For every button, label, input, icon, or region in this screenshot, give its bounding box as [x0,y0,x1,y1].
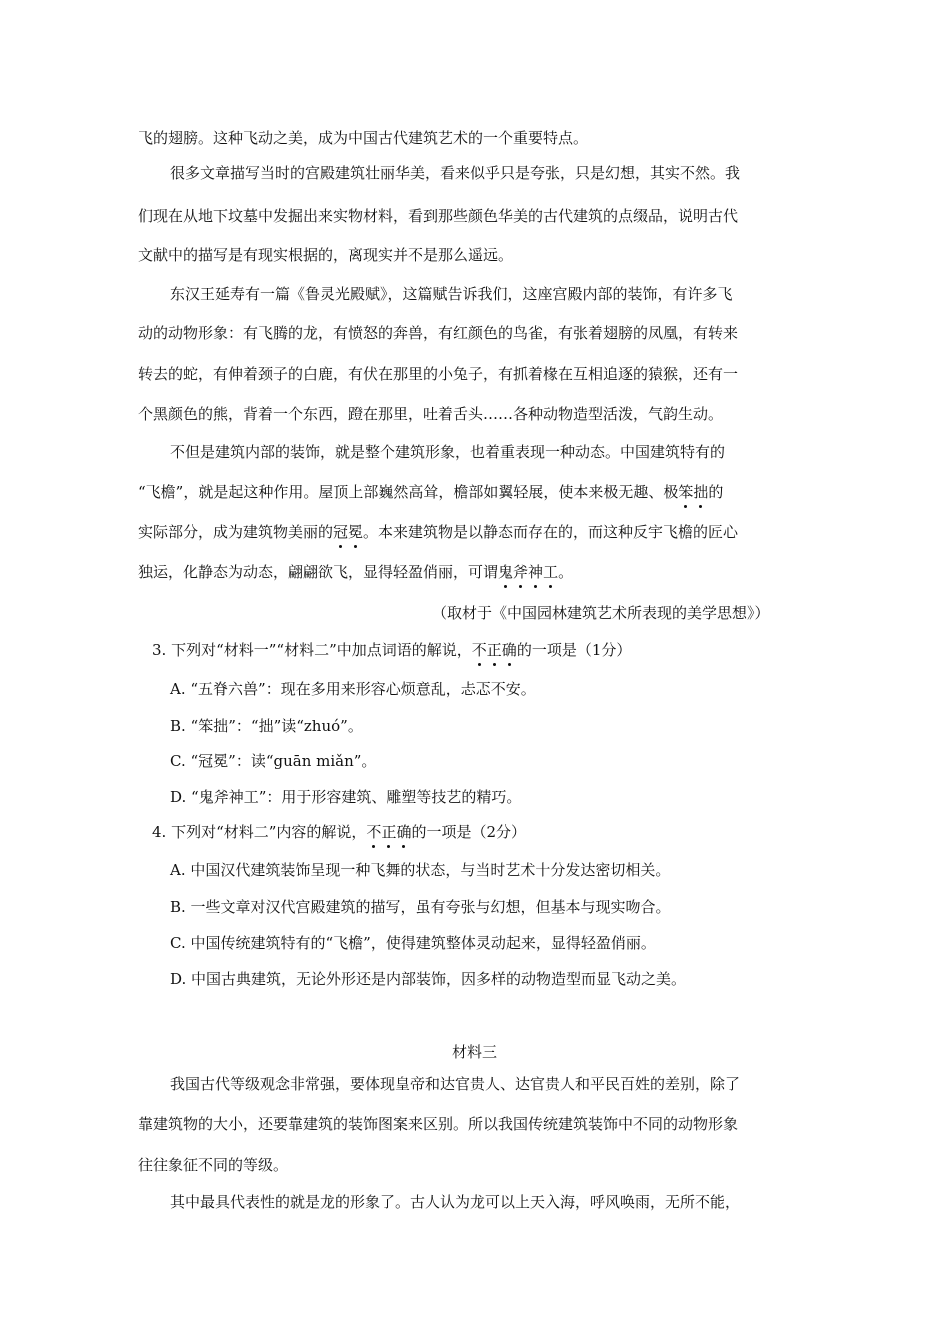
emphasis-char: 正 [381,823,397,841]
question-3-option-c: C. “冠冕”：读“guān miǎn”。 [170,752,377,770]
paragraph-line-with-emphasis: 独运，化静态为动态，翩翩欲飞，显得轻盈俏丽，可谓鬼斧神工。 [138,563,574,581]
emphasis-char: 笨 [678,483,694,501]
paragraph-line: 动的动物形象：有飞腾的龙，有愤怒的奔兽，有红颜色的鸟雀，有张着翅膀的凤凰，有转来 [138,324,739,342]
paragraph-line: 飞的翅膀。这种飞动之美，成为中国古代建筑艺术的一个重要特点。 [138,129,589,147]
emphasis-char: 正 [486,641,502,659]
emphasis-char: 斧 [513,563,529,581]
emphasis-char: 不 [366,823,382,841]
emphasis-char: 神 [528,563,544,581]
paragraph-line-with-emphasis: 实际部分，成为建筑物美丽的冠冕。本来建筑物是以静态而存在的，而这种反宇飞檐的匠心 [138,523,739,541]
paragraph-line: 其中最具代表性的就是龙的形象了。古人认为龙可以上天入海，呼风唤雨，无所不能， [170,1193,741,1211]
question-4-option-c: C. 中国传统建筑特有的“飞檐”，使得建筑整体灵动起来，显得轻盈俏丽。 [170,934,656,952]
question-3-option-d: D. “鬼斧神工”：用于形容建筑、雕塑等技艺的精巧。 [170,788,522,806]
question-3-option-a: A. “五脊六兽”：现在多用来形容心烦意乱，忐忑不安。 [170,680,536,698]
paragraph-line: 转去的蛇，有伸着颈子的白鹿，有伏在那里的小兔子，有抓着椽在互相追逐的猿猴，还有一 [138,365,739,383]
section-heading: 材料三 [452,1043,498,1061]
emphasis-char: 确 [501,641,517,659]
source-citation: （取材于《中国园林建筑艺术所表现的美学思想》） [432,604,770,622]
emphasis-char: 不 [471,641,487,659]
emphasis-char: 冠 [333,523,349,541]
paragraph-line: 们现在从地下坟墓中发掘出来实物材料，看到那些颜色华美的古代建筑的点缀品，说明古代 [138,207,739,225]
paragraph-line: 靠建筑物的大小，还要靠建筑的装饰图案来区别。所以我国传统建筑装饰中不同的动物形象 [138,1115,739,1133]
question-3-option-b: B. “笨拙”：“拙”读“zhuó”。 [170,717,363,735]
paragraph-line: 我国古代等级观念非常强，要体现皇帝和达官贵人、达官贵人和平民百姓的差别，除了 [170,1075,741,1093]
emphasis-char: 确 [396,823,412,841]
paragraph-line: 往往象征不同的等级。 [138,1156,289,1174]
paragraph-line: 文献中的描写是有现实根据的，离现实并不是那么遥远。 [138,246,514,264]
question-3-stem: 3. 下列对“材料一”“材料二”中加点词语的解说，不正确的一项是（1分） [152,641,632,659]
paragraph-line: 个黑颜色的熊，背着一个东西，蹬在那里，吐着舌头……各种动物造型活泼，气韵生动。 [138,405,724,423]
question-4-option-b: B. 一些文章对汉代宫殿建筑的描写，虽有夸张与幻想，但基本与现实吻合。 [170,898,671,916]
question-4-stem: 4. 下列对“材料二”内容的解说，不正确的一项是（2分） [152,823,527,841]
emphasis-char: 拙 [693,483,709,501]
paragraph-line: 很多文章描写当时的宫殿建筑壮丽华美，看来似乎只是夸张，只是幻想，其实不然。我 [170,164,741,182]
question-4-option-d: D. 中国古典建筑，无论外形还是内部装饰，因多样的动物造型而显飞动之美。 [170,970,687,988]
emphasis-char: 冕 [348,523,364,541]
emphasis-char: 鬼 [498,563,514,581]
question-4-option-a: A. 中国汉代建筑装饰呈现一种飞舞的状态，与当时艺术十分发达密切相关。 [170,861,671,879]
paragraph-line: 不但是建筑内部的装饰，就是整个建筑形象，也着重表现一种动态。中国建筑特有的 [170,443,726,461]
paragraph-line: 东汉王延寿有一篇《鲁灵光殿赋》，这篇赋告诉我们，这座宫殿内部的装饰，有许多飞 [170,285,733,303]
emphasis-char: 工 [543,563,559,581]
paragraph-line-with-emphasis: “飞檐”，就是起这种作用。屋顶上部巍然高耸，檐部如翼轻展，使本来极无趣、极笨拙的 [138,483,724,501]
